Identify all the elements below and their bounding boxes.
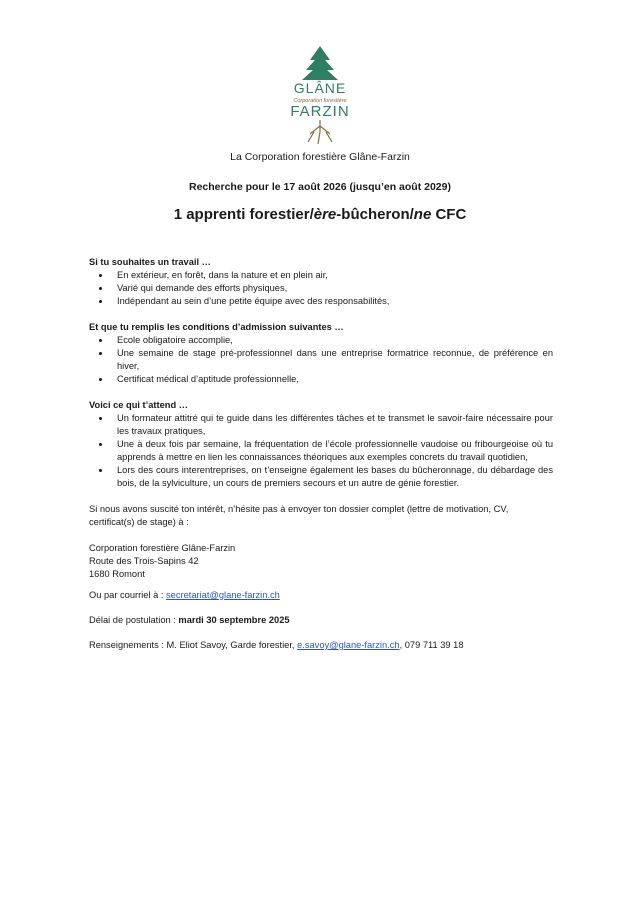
- invitation-text: Si nous avons suscité ton intérêt, n’hésite pas à envoyer ton dossier complet (lettre de motivation, CV, certificat(s) de stage) à :: [89, 504, 509, 527]
- bullet-list: [89, 334, 553, 386]
- list-item: • Varié qui demande des efforts physiques,: [111, 282, 553, 295]
- list-item: • Une semaine de stage pré-professionnel dans une entreprise formatrice reconnue, de préférence en hiver,: [111, 347, 553, 373]
- address-line: 1680 Romont: [89, 569, 145, 579]
- list-item: • Une à deux fois par semaine, la fréquentation de l’école professionnelle vaudoise ou fribourgeoise où tu apprends à mettre en lien les connaissances théoriques aux exemples concrets du travail quotidien,: [111, 438, 553, 464]
- secretariat-email-link[interactable]: secretariat@glane-farzin.ch: [166, 590, 280, 600]
- list-item: • Un formateur attitré qui te guide dans les différentes tâches et te transmet le savoir-faire nécessaire pour les travaux pratiques,: [111, 412, 553, 438]
- list-item: • Certificat médical d’aptitude professionnelle,: [111, 373, 553, 386]
- section-heading: Voici ce qui t’attend …: [89, 400, 189, 410]
- email-line: Ou par courriel à : secretariat@glane-farzin.ch: [89, 590, 280, 600]
- contact-email-link[interactable]: e.savoy@glane-farzin.ch: [297, 640, 400, 650]
- list-item: • En extérieur, en forêt, dans la nature et en plein air,: [111, 269, 553, 282]
- organization-name: La Corporation forestière Glâne-Farzin: [230, 151, 410, 163]
- deadline-date: mardi 30 septembre 2025: [178, 615, 290, 625]
- section-heading: Et que tu remplis les conditions d’admission suivantes …: [89, 322, 344, 332]
- address-line: Route des Trois-Sapins 42: [89, 556, 199, 566]
- address-line: Corporation forestière Glâne-Farzin: [89, 543, 236, 553]
- list-item: • Lors des cours interentreprises, on t’enseigne également les bases du bûcheronnage, du débardage des bois, de la sylviculture, un cours de premiers secours et un autre de génie forestier.: [111, 464, 553, 490]
- list-item: • Indépendant au sein d’une petite équipe avec des responsabilités,: [111, 295, 553, 308]
- tree-icon: [270, 46, 370, 146]
- logo-farzin: FARZIN: [290, 103, 350, 120]
- search-period: Recherche pour le 17 août 2026 (jusqu’en août 2029): [188, 181, 451, 193]
- logo-corp: Corporation forestière: [293, 98, 347, 104]
- logo: [270, 46, 370, 146]
- page-title: 1 apprenti forestier/ère-bûcheron/ne CFC: [173, 206, 467, 223]
- bullet-list: [89, 269, 553, 308]
- list-item: • Ecole obligatoire accomplie,: [111, 334, 553, 347]
- logo-glane: GLÂNE: [293, 80, 347, 96]
- contact-line: Renseignements : M. Eliot Savoy, Garde forestier, e.savoy@glane-farzin.ch, 079 711 39 18: [89, 640, 464, 650]
- document-body: [89, 256, 553, 652]
- bullet-list: [89, 412, 553, 490]
- section-heading: Si tu souhaites un travail …: [89, 257, 211, 267]
- deadline-line: Délai de postulation : mardi 30 septembre 2025: [89, 615, 290, 625]
